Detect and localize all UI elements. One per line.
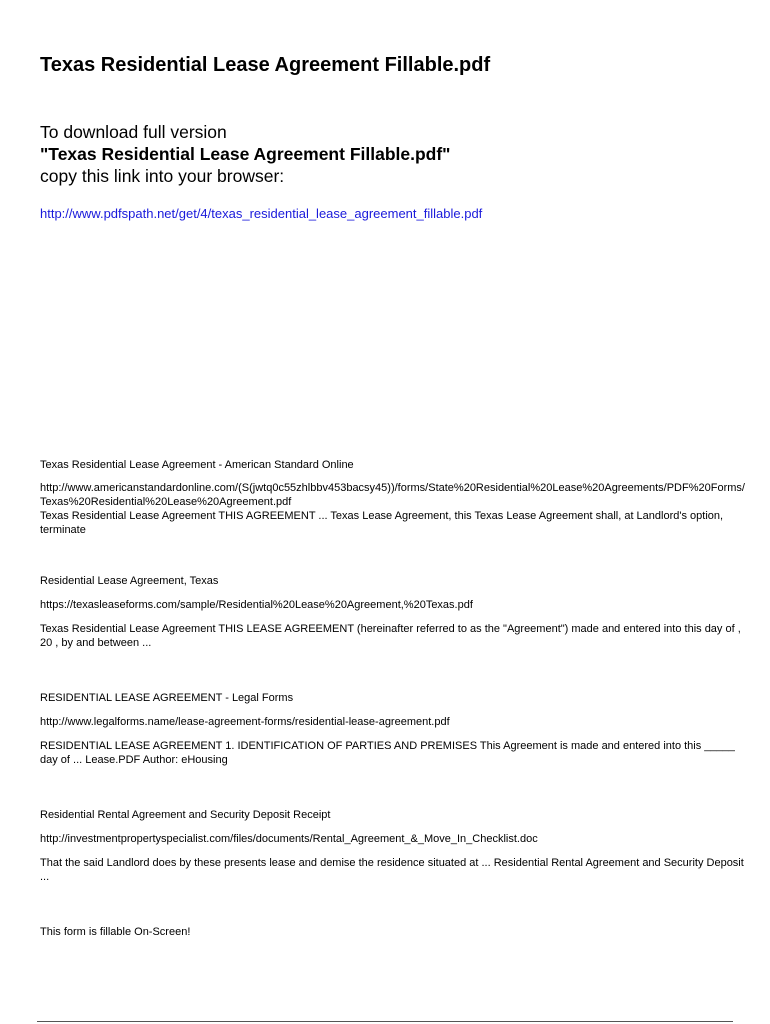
result-snippet: Texas Residential Lease Agreement THIS AGREEMENT ... Texas Lease Agreement, this Texas Lease Agreement shall, at Landlord's option, terminate	[40, 510, 724, 536]
result-snippet: Texas Residential Lease Agreement THIS LEASE AGREEMENT (hereinafter referred to as the "Agreement") made and entered into this day of , 20 , by and between ...	[40, 623, 741, 649]
download-line-3: copy this link into your browser:	[40, 166, 285, 186]
result-title: Residential Lease Agreement, Texas	[40, 575, 219, 587]
result-title: RESIDENTIAL LEASE AGREEMENT - Legal Forms	[40, 692, 294, 704]
document-title: Texas Residential Lease Agreement Fillable.pdf	[40, 54, 491, 76]
download-line-1: To download full version	[40, 122, 227, 142]
search-result-4	[40, 808, 746, 884]
download-filename: "Texas Residential Lease Agreement Fillable.pdf"	[40, 144, 451, 164]
search-result-1	[40, 458, 746, 537]
fillable-note: This form is fillable On-Screen!	[40, 926, 191, 938]
search-result-3	[40, 691, 746, 767]
result-url: http://www.legalforms.name/lease-agreement-forms/residential-lease-agreement.pdf	[40, 716, 450, 728]
result-snippet: RESIDENTIAL LEASE AGREEMENT 1. IDENTIFICATION OF PARTIES AND PREMISES This Agreement is made and entered into this _____ day of ... Lease.PDF Author: eHousing	[40, 740, 735, 766]
result-url: http://investmentpropertyspecialist.com/files/documents/Rental_Agreement_&_Move_In_Checklist.doc	[40, 833, 538, 845]
result-url: http://www.americanstandardonline.com/(S(jwtq0c55zhlbbv453bacsy45))/forms/State%20Residential%20Lease%20Agreements/PDF%20Forms/Texas%20Residential%20Lease%20Agreement.pdf	[40, 482, 745, 508]
result-title: Residential Rental Agreement and Security Deposit Receipt	[40, 809, 331, 821]
search-result-2	[40, 574, 746, 650]
bottom-divider	[37, 1021, 733, 1022]
result-url: https://texasleaseforms.com/sample/Residential%20Lease%20Agreement,%20Texas.pdf	[40, 599, 473, 611]
result-title: Texas Residential Lease Agreement - American Standard Online	[40, 459, 354, 471]
download-instructions	[40, 121, 450, 187]
result-snippet: That the said Landlord does by these presents lease and demise the residence situated at ... Residential Rental Agreement and Security Deposit ...	[40, 857, 744, 883]
download-link[interactable]: http://www.pdfspath.net/get/4/texas_residential_lease_agreement_fillable.pdf	[40, 206, 483, 221]
